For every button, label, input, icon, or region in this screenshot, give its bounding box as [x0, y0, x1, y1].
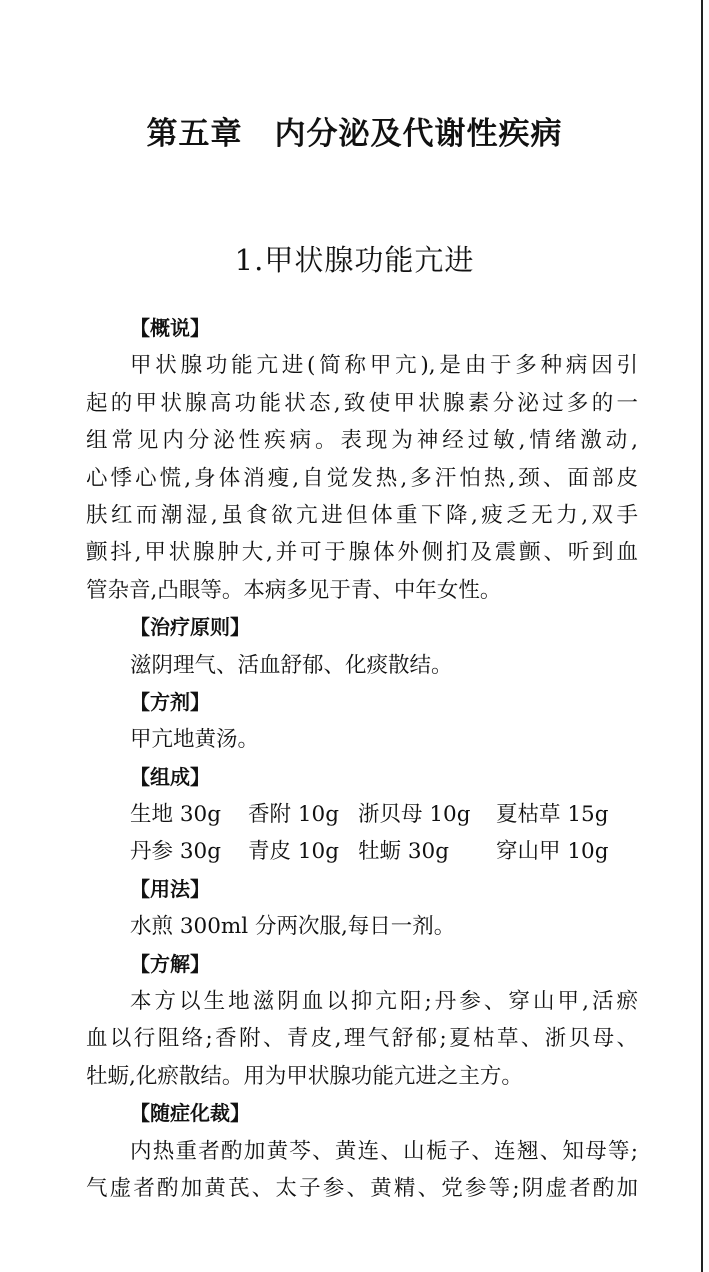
prescription-heading: 【方剂】 [130, 689, 210, 714]
principle-heading: 【治疗原则】 [130, 615, 250, 640]
principle-text: 滋阴理气、活血舒郁、化痰散结。 [130, 652, 453, 678]
composition-heading: 【组成】 [130, 764, 210, 789]
ingredient: 牡蛎 30g [358, 839, 449, 865]
ingredient: 丹参 30g [130, 839, 221, 865]
usage-heading: 【用法】 [130, 876, 210, 901]
modification-heading: 【随症化裁】 [130, 1101, 250, 1126]
overview-line: 起的甲状腺高功能状态,致使甲状腺素分泌过多的一 [86, 390, 638, 416]
ingredient: 香附 10g [248, 802, 339, 828]
overview-heading: 【概说】 [130, 316, 210, 340]
page-body [86, 310, 638, 1207]
explanation-heading: 【方解】 [130, 951, 210, 976]
modification-line: 气虚者酌加黄芪、太子参、黄精、党参等;阴虚者酌加 [86, 1175, 638, 1201]
ingredient: 浙贝母 10g [358, 802, 471, 828]
explanation-line: 牡蛎,化瘀散结。用为甲状腺功能亢进之主方。 [86, 1063, 523, 1089]
explanation-line: 本方以生地滋阴血以抑亢阳;丹参、穿山甲,活瘀 [130, 989, 638, 1015]
section-title: 1.甲状腺功能亢进 [234, 243, 475, 277]
prescription-text: 甲亢地黄汤。 [130, 727, 260, 753]
overview-line: 甲状腺功能亢进(简称甲亢),是由于多种病因引 [130, 353, 638, 379]
ingredient: 青皮 10g [248, 839, 339, 865]
ingredient: 穿山甲 10g [496, 839, 609, 865]
composition-row [86, 833, 638, 870]
ingredient: 生地 30g [130, 802, 221, 828]
overview-line: 颤抖,甲状腺肿大,并可于腺体外侧扪及震颤、听到血 [86, 540, 638, 566]
overview-line: 心悸心慌,身体消瘦,自觉发热,多汗怕热,颈、面部皮 [86, 465, 638, 491]
page-edge-line [701, 0, 703, 1272]
usage-text: 水煎 300ml 分两次服,每日一剂。 [130, 914, 456, 940]
modification-line: 内热重者酌加黄芩、黄连、山栀子、连翘、知母等; [130, 1138, 638, 1164]
overview-line: 管杂音,凸眼等。本病多见于青、中年女性。 [86, 577, 502, 603]
composition-row [86, 796, 638, 833]
overview-line: 肤红而潮湿,虽食欲亢进但体重下降,疲乏无力,双手 [86, 502, 638, 528]
chapter-title: 第五章 内分泌及代谢性疾病 [146, 116, 563, 152]
ingredient: 夏枯草 15g [496, 802, 609, 828]
overview-line: 组常见内分泌性疾病。表现为神经过敏,情绪激动, [86, 428, 638, 454]
explanation-line: 血以行阻络;香附、青皮,理气舒郁;夏枯草、浙贝母、 [86, 1026, 638, 1052]
